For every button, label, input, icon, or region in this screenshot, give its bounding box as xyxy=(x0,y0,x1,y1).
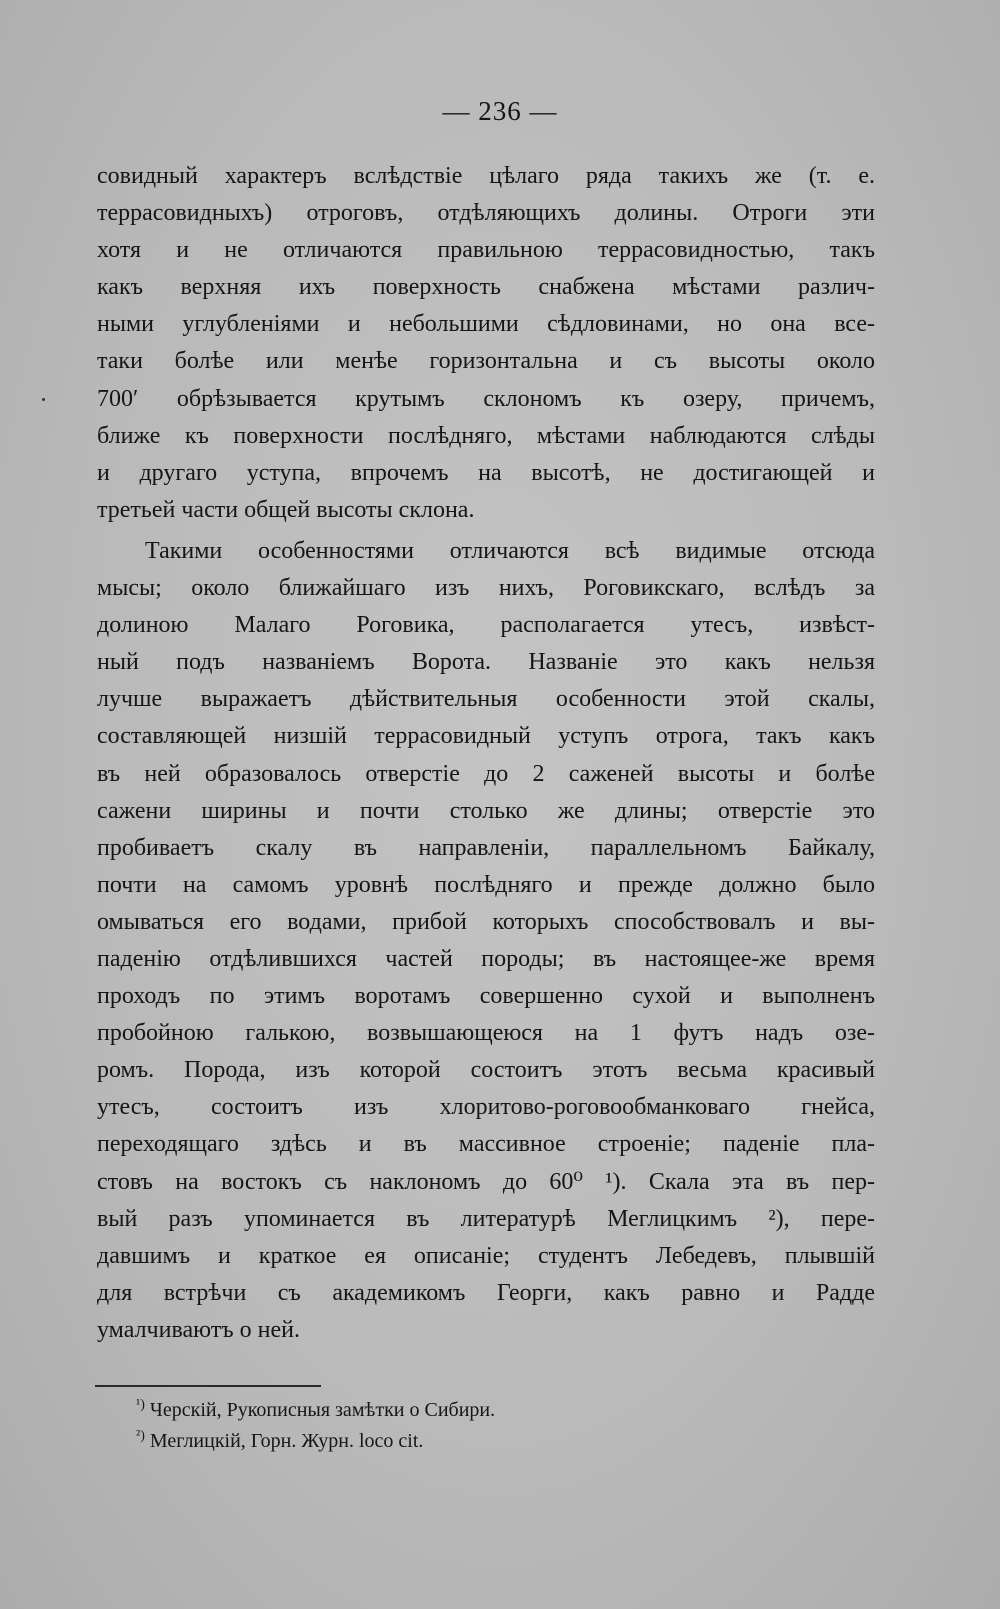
text-line: таки болѣе или менѣе горизонтальна и съ высоты около xyxy=(97,348,875,375)
text-line: умалчиваютъ о ней. xyxy=(97,1316,300,1343)
text-line: пробойною галькою, возвышающеюся на 1 футъ надъ озе- xyxy=(97,1020,875,1047)
footnotes xyxy=(136,1395,495,1457)
text-line: какъ верхняя ихъ поверхность снабжена мѣстами различ- xyxy=(97,274,875,301)
footnote-text: Черскій, Рукописныя замѣтки о Сибири. xyxy=(149,1399,496,1421)
text-line: долиною Малаго Роговика, располагается утесъ, извѣст- xyxy=(97,612,875,639)
text-line: стовъ на востокъ съ наклономъ до 60⁰ ¹). Скала эта въ пер- xyxy=(97,1168,875,1195)
text-line: 700′ обрѣзывается крутымъ склономъ къ озеру, причемъ, xyxy=(97,385,875,412)
footnote-mark: ¹) xyxy=(136,1397,145,1413)
text-line: ными углубленіями и небольшими сѣдловинами, но она все- xyxy=(97,311,875,338)
text-line: давшимъ и краткое ея описаніе; студентъ Лебедевъ, плывшій xyxy=(97,1242,875,1269)
page-number: — 236 — xyxy=(442,96,558,126)
paragraph xyxy=(97,533,875,1349)
footnote-divider xyxy=(95,1385,321,1387)
text-line: паденію отдѣлившихся частей породы; въ настоящее-же время xyxy=(97,945,875,972)
footnote-text: Меглицкій, Горн. Журн. loco cit. xyxy=(149,1430,424,1452)
footnote-mark: ²) xyxy=(136,1428,145,1444)
text-line: Такими особенностями отличаются всѣ видимые отсюда xyxy=(145,537,875,564)
text-line: составляющей низшій террасовидный уступъ отрога, такъ какъ xyxy=(97,723,875,750)
text-line: лучше выражаетъ дѣйствительныя особенности этой скалы, xyxy=(97,686,875,713)
text-line: и другаго уступа, впрочемъ на высотѣ, не достигающей и xyxy=(97,459,875,486)
text-line: ближе къ поверхности послѣдняго, мѣстами наблюдаются слѣды xyxy=(97,422,875,449)
text-line: въ ней образовалось отверстіе до 2 саженей высоты и болѣе xyxy=(97,760,875,787)
text-line: совидный характеръ вслѣдствіе цѣлаго ряда такихъ же (т. е. xyxy=(97,163,875,189)
text-line: пробиваетъ скалу въ направленіи, параллельномъ Байкалу, xyxy=(97,834,875,861)
body-text xyxy=(97,158,875,1349)
text-line: утесъ, состоитъ изъ хлоритово-роговообманковаго гнейса, xyxy=(97,1094,875,1121)
footnote xyxy=(136,1426,495,1457)
text-line: ромъ. Порода, изъ которой состоитъ этотъ весьма красивый xyxy=(97,1057,875,1084)
text-line: третьей части общей высоты склона. xyxy=(97,496,475,523)
text-line: почти на самомъ уровнѣ послѣдняго и прежде должно было xyxy=(97,871,875,898)
text-line: сажени ширины и почти столько же длины; отверстіе это xyxy=(97,797,875,824)
text-line: проходъ по этимъ воротамъ совершенно сухой и выполненъ xyxy=(97,983,875,1010)
paragraph xyxy=(97,158,875,529)
footnote xyxy=(136,1395,495,1426)
text-line: хотя и не отличаются правильною террасовидностью, такъ xyxy=(97,237,875,264)
text-line: ный подъ названіемъ Ворота. Названіе это какъ нельзя xyxy=(97,649,875,676)
text-line: вый разъ упоминается въ литературѣ Меглицкимъ ²), пере- xyxy=(97,1205,875,1232)
text-line: переходящаго здѣсь и въ массивное строеніе; паденіе пла- xyxy=(97,1131,875,1158)
text-line: мысы; около ближайшаго изъ нихъ, Роговикскаго, вслѣдъ за xyxy=(97,575,875,602)
text-line: террасовидныхъ) отроговъ, отдѣляющихъ долины. Отроги эти xyxy=(97,200,875,227)
text-line: омываться его водами, прибой которыхъ способствовалъ и вы- xyxy=(97,908,875,935)
ink-speck xyxy=(42,398,45,401)
text-line: для встрѣчи съ академикомъ Георги, какъ равно и Радде xyxy=(97,1279,875,1306)
